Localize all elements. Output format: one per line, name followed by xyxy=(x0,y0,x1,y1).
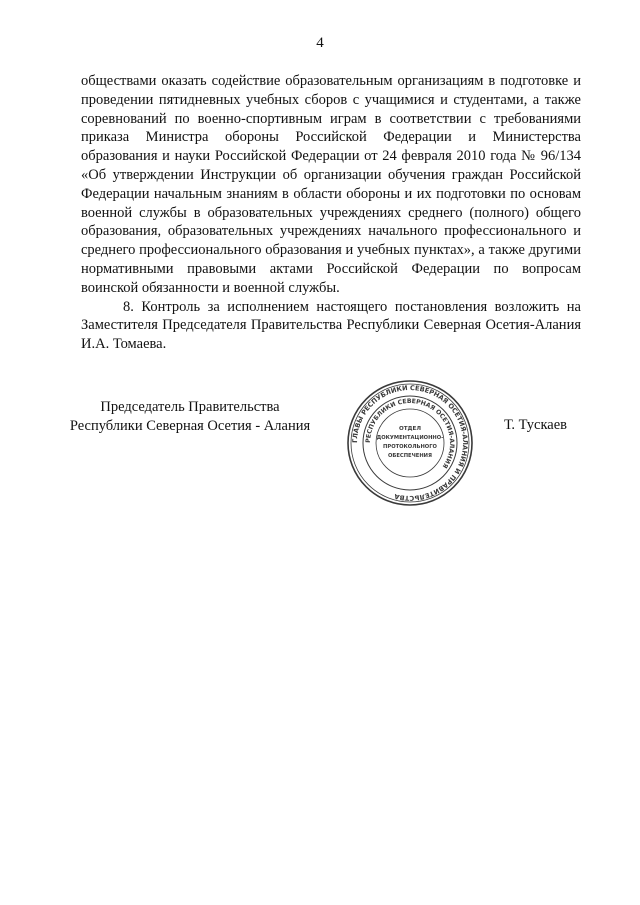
paragraph-continuation: обществами оказать содействие образовательным организациям в подготовке и проведении пятидневных учебных сборов с учащимися и студентами, а также соревнований по военно-спортивным играм в соответствии с требованиями приказа Министра обороны Российской Федерации и Министерства образования и науки Российской Федерации от 24 февраля 2010 года № 96/134 «Об утверждении Инструкции об организации обучения граждан Российской Федерации начальным знаниям в области обороны и их подготовки по основам военной службы в образовательных учреждениях среднего (полного) общего образования, образовательных учреждениях начального профессионального и среднего профессионального образования и учебных пунктах», а также другими нормативными правовыми актами Российской Федерации по вопросам воинской обязанности и военной службы. xyxy=(81,73,581,296)
seal-center-line-3: ПРОТОКОЛЬНОГО xyxy=(383,444,437,450)
seal-center-line-1: ОТДЕЛ xyxy=(398,426,422,432)
seal-outer-text: ГЛАВЫ РЕСПУБЛИКИ СЕВЕРНАЯ ОСЕТИЯ-АЛАНИЯ И ПРАВИТЕЛЬСТВА xyxy=(350,383,470,503)
document-body xyxy=(81,72,581,354)
page-number: 4 xyxy=(316,35,324,51)
paragraph-item-8: 8. Контроль за исполнением настоящего постановления возложить на Заместителя Председателя Правительства Республики Северная Осетия-Алания И.А. Томаева. xyxy=(81,298,581,353)
seal-center-line-2: ДОКУМЕНТАЦИОННО- xyxy=(376,435,444,441)
seal-middle-text: РЕСПУБЛИКИ СЕВЕРНАЯ ОСЕТИЯ-АЛАНИЯ xyxy=(364,397,456,470)
signatory-name: Т. Тускаев xyxy=(504,417,568,433)
signatory-position-line-1: Председатель Правительства xyxy=(100,399,280,415)
seal-center-line-4: ОБЕСПЕЧЕНИЯ xyxy=(387,453,433,459)
signatory-position-line-2: Республики Северная Осетия - Алания xyxy=(69,418,311,434)
official-seal-stamp xyxy=(346,379,474,507)
signatory-position xyxy=(60,398,320,436)
